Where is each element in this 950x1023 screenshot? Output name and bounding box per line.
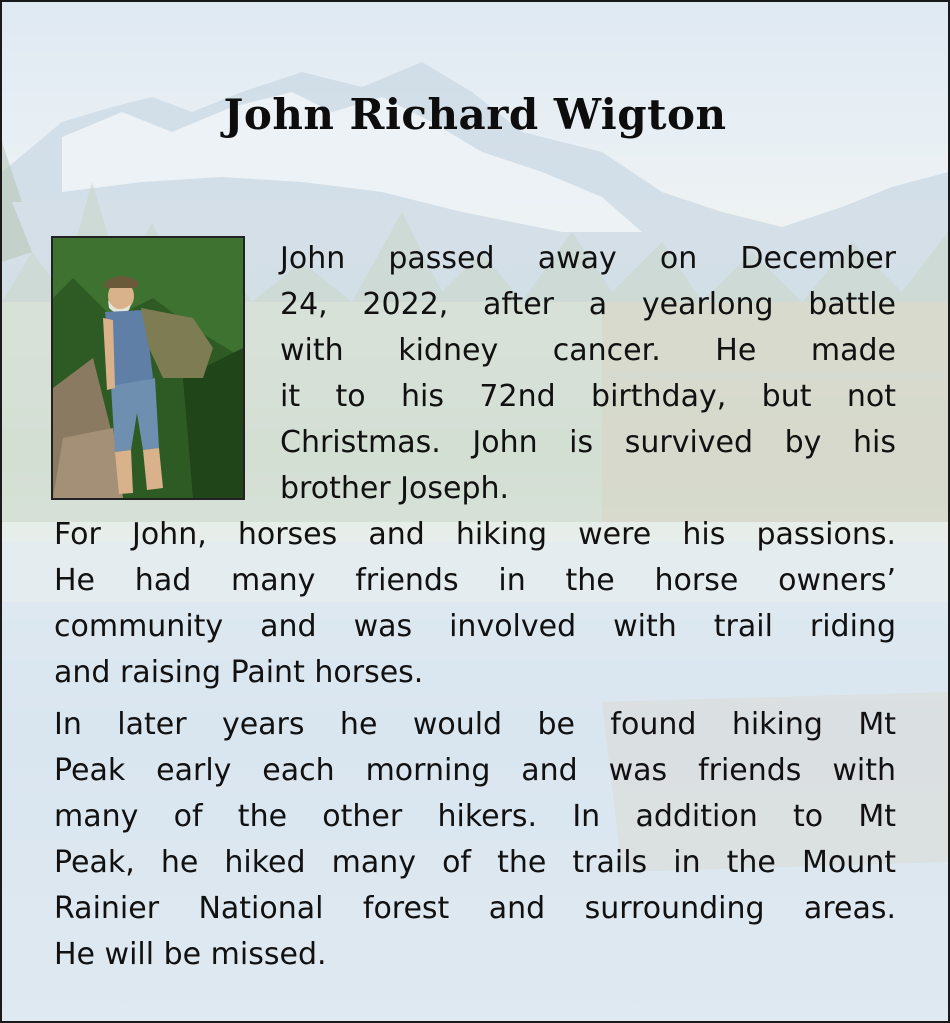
hiker-photo-icon	[53, 238, 243, 498]
intro-paragraph	[280, 236, 896, 512]
portrait-photo	[51, 236, 245, 500]
passions-paragraph	[54, 512, 896, 696]
text-line: and raising Paint horses.	[54, 655, 424, 690]
text-line: For John, horses and hiking were his passions.	[54, 517, 896, 552]
text-line: Peak early each morning and was friends with	[54, 753, 896, 788]
text-line: 24, 2022, after a yearlong battle	[280, 287, 896, 322]
text-line: Peak, he hiked many of the trails in the Mount	[54, 845, 896, 880]
text-line: He had many friends in the horse owners’	[54, 563, 896, 598]
text-line: Rainier National forest and surrounding areas.	[54, 891, 896, 926]
text-line: with kidney cancer. He made	[280, 333, 896, 368]
text-line: it to his 72nd birthday, but not	[280, 379, 896, 414]
later-years-paragraph	[54, 702, 896, 978]
text-line: He will be missed.	[54, 937, 327, 972]
text-line: community and was involved with trail riding	[54, 609, 896, 644]
text-line: many of the other hikers. In addition to Mt	[54, 799, 896, 834]
page-title: John Richard Wigton	[223, 90, 727, 139]
text-line: Christmas. John is survived by his	[280, 425, 896, 460]
text-line: brother Joseph.	[280, 471, 510, 506]
text-line: John passed away on December	[280, 241, 896, 276]
text-line: In later years he would be found hiking Mt	[54, 707, 896, 742]
